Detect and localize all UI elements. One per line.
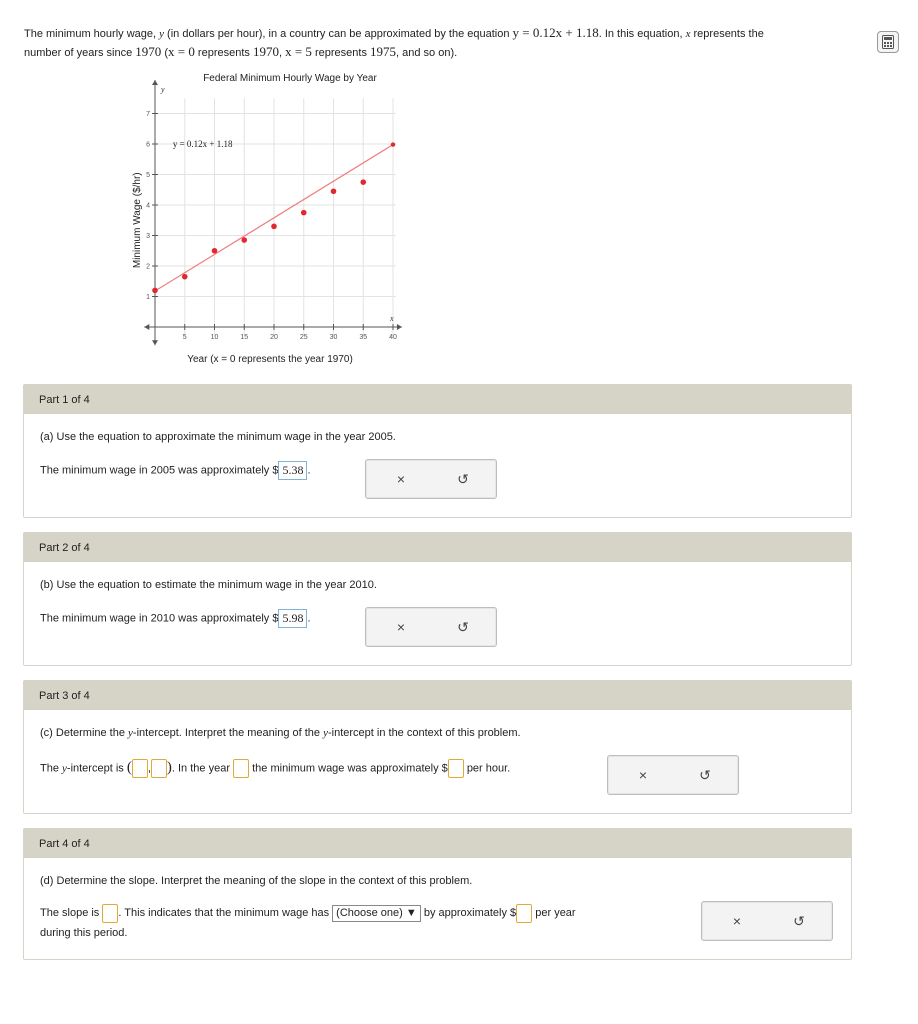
part-4-question: (d) Determine the slope. Interpret the meaning of the slope in the context of this problem. [40,875,473,887]
calculator-icon [882,35,894,49]
y-tick-label: 7 [146,111,150,118]
chart-svg [120,68,420,373]
problem-line-1: The minimum hourly wage, y (in dollars per hour), in a country can be approximated by the equation y = 0.12x + 1.18. In this equation, x represents the [24,25,764,40]
data-point [241,237,247,243]
part-2-answer: The minimum wage in 2010 was approximately $ 5.98 . [40,609,311,628]
part-2-header: Part 2 of 4 [24,533,851,562]
data-point [212,248,218,254]
undo-button[interactable]: ↺ [699,767,711,783]
direction-select[interactable]: (Choose one) ▼ [332,905,421,922]
x-tick-label: 25 [299,334,308,341]
x-axis-letter: x [390,314,394,323]
part-2 [23,532,852,666]
rate-input[interactable] [516,904,532,923]
x-tick-label: 10 [210,334,219,341]
x-tick-label: 15 [240,334,249,341]
data-point [360,179,366,185]
undo-button[interactable]: ↺ [457,619,469,635]
y-tick-label: 5 [146,172,150,179]
data-point [182,274,188,280]
x-axis-label: Year (x = 0 represents the year 1970) [187,354,353,365]
part-4-answer: The slope is . This indicates that the minimum wage has (Choose one) ▼ by approximately $ per year during this period. [40,903,680,943]
part-3 [23,680,852,814]
part-3-answer: The y-intercept is ( , ). In the year the minimum wage was approximately $ per hour. [40,759,510,778]
year-input[interactable] [233,759,249,778]
part-1-question: (a) Use the equation to approximate the minimum wage in the year 2005. [40,431,396,443]
wage-input[interactable] [448,759,464,778]
x-axis-arrow [397,324,402,330]
data-point [331,188,337,194]
clear-button[interactable]: × [396,471,406,487]
x-tick-label: 40 [389,334,397,341]
part-1 [23,384,852,518]
y-axis-arrow-down [152,340,158,345]
y-tick-label: 3 [146,233,150,240]
part-1-header: Part 1 of 4 [24,385,851,414]
wage-chart [120,68,420,373]
data-point [271,224,277,230]
data-point [152,288,158,294]
line-label: y = 0.12x + 1.18 [172,139,233,149]
data-point [301,210,307,216]
y-tick-label: 1 [146,294,150,301]
undo-button[interactable]: ↺ [793,913,805,929]
y-axis-letter: y [161,85,165,95]
y-tick-label: 4 [146,202,150,210]
y-tick-label: 6 [146,141,150,149]
problem-line-2: number of years since 1970 (x = 0 represents 1970, x = 5 represents 1975, and so on). [24,44,458,59]
part-1-answer: The minimum wage in 2005 was approximately $ 5.38 . [40,461,311,480]
line-endpoint [391,142,395,146]
slope-input[interactable] [102,904,118,923]
part-4-header: Part 4 of 4 [24,829,851,858]
x-axis-arrow-left [144,324,149,330]
answer-input-a[interactable]: 5.38 [278,461,307,480]
problem-statement [24,24,864,62]
answer-input-b[interactable]: 5.98 [278,609,307,628]
part-2-question: (b) Use the equation to estimate the minimum wage in the year 2010. [40,579,377,591]
equation: y = 0.12x + 1.18 [512,25,599,40]
part-4 [23,828,852,960]
clear-button[interactable]: × [396,619,406,635]
x-tick-label: 5 [182,334,187,341]
x-tick-label: 35 [359,334,368,341]
clear-button[interactable]: × [732,913,742,929]
part-1-actions [365,459,497,499]
part-3-actions [607,755,739,795]
intercept-y-input[interactable] [151,759,167,778]
clear-button[interactable]: × [638,767,648,783]
part-4-actions [701,901,833,941]
chart-title: Federal Minimum Hourly Wage by Year [203,73,377,84]
x-tick-label: 30 [329,334,338,341]
y-axis-arrow [152,80,158,85]
part-3-header: Part 3 of 4 [24,681,851,710]
part-2-actions [365,607,497,647]
undo-button[interactable]: ↺ [457,471,469,487]
calculator-button[interactable] [877,31,899,53]
y-axis-label: Minimum Wage ($/hr) [132,172,143,269]
x-tick-label: 20 [270,334,278,341]
dropdown-arrow-icon: ▼ [405,906,417,919]
part-3-question: (c) Determine the y-intercept. Interpret the meaning of the y-intercept in the context of this problem. [40,727,521,739]
y-tick-label: 2 [146,263,150,271]
intercept-x-input[interactable] [132,759,148,778]
